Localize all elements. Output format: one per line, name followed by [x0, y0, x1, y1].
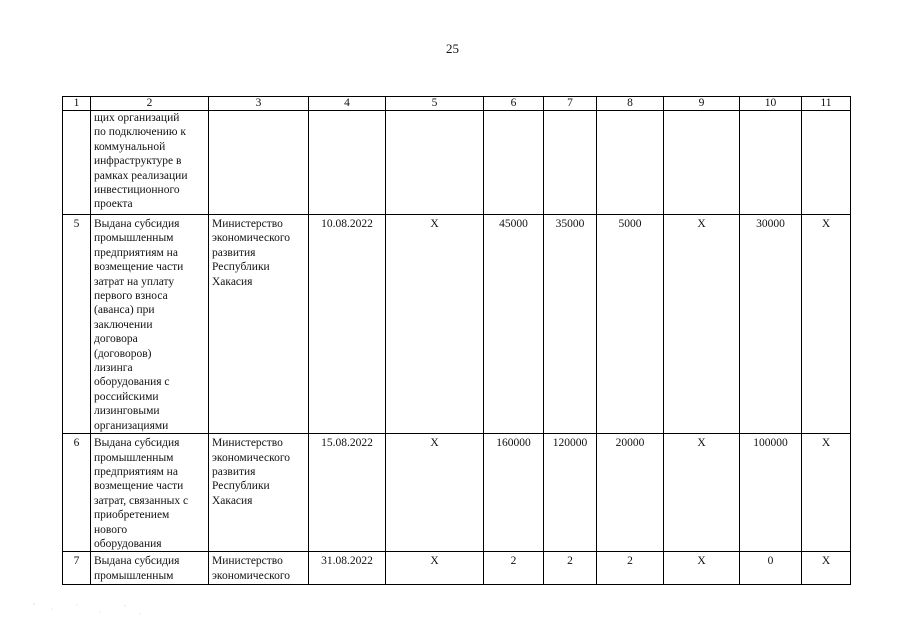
cell-col9: Х — [664, 215, 740, 434]
cell-col6: 2 — [484, 552, 544, 585]
cell-responsible — [209, 111, 309, 215]
cell-col10: 30000 — [740, 215, 802, 434]
cell-col5: Х — [386, 434, 484, 552]
table-row-continuation — [63, 111, 851, 215]
cell-responsible: Министерство экономического — [209, 552, 309, 585]
cell-col7: 35000 — [544, 215, 597, 434]
cell-index: 6 — [63, 434, 91, 552]
col-header-3: 3 — [209, 97, 309, 111]
col-header-8: 8 — [597, 97, 664, 111]
cell-date: 15.08.2022 — [309, 434, 386, 552]
scan-noise — [30, 600, 150, 620]
cell-col5: Х — [386, 552, 484, 585]
cell-col6: 160000 — [484, 434, 544, 552]
cell-col8 — [597, 111, 664, 215]
cell-col10: 0 — [740, 552, 802, 585]
cell-col11 — [802, 111, 851, 215]
col-header-7: 7 — [544, 97, 597, 111]
cell-col10 — [740, 111, 802, 215]
cell-col10: 100000 — [740, 434, 802, 552]
cell-col8: 5000 — [597, 215, 664, 434]
cell-index: 5 — [63, 215, 91, 434]
cell-col5 — [386, 111, 484, 215]
report-table — [62, 96, 851, 585]
table-row — [63, 434, 851, 552]
col-header-10: 10 — [740, 97, 802, 111]
cell-responsible: Министерство экономического развития Республики Хакасия — [209, 434, 309, 552]
cell-col6: 45000 — [484, 215, 544, 434]
table-row — [63, 552, 851, 585]
cell-date: 10.08.2022 — [309, 215, 386, 434]
col-header-6: 6 — [484, 97, 544, 111]
cell-col11: Х — [802, 215, 851, 434]
header-row — [63, 97, 851, 111]
cell-col9: Х — [664, 552, 740, 585]
cell-date — [309, 111, 386, 215]
cell-responsible: Министерство экономического развития Республики Хакасия — [209, 215, 309, 434]
cell-col9 — [664, 111, 740, 215]
cell-event-description: щих организаций по подключению к коммунальной инфраструктуре в рамках реализации инвестиционного проекта — [91, 111, 209, 215]
col-header-2: 2 — [91, 97, 209, 111]
cell-col7 — [544, 111, 597, 215]
cell-col7: 2 — [544, 552, 597, 585]
cell-col11: Х — [802, 434, 851, 552]
col-header-9: 9 — [664, 97, 740, 111]
col-header-5: 5 — [386, 97, 484, 111]
cell-date: 31.08.2022 — [309, 552, 386, 585]
cell-col7: 120000 — [544, 434, 597, 552]
cell-index: 7 — [63, 552, 91, 585]
cell-event-description: Выдана субсидия промышленным — [91, 552, 209, 585]
cell-col5: Х — [386, 215, 484, 434]
cell-col11: Х — [802, 552, 851, 585]
cell-col6 — [484, 111, 544, 215]
cell-index — [63, 111, 91, 215]
cell-col9: Х — [664, 434, 740, 552]
cell-col8: 20000 — [597, 434, 664, 552]
page-number: 25 — [446, 41, 459, 56]
cell-col8: 2 — [597, 552, 664, 585]
col-header-1: 1 — [63, 97, 91, 111]
table-row — [63, 215, 851, 434]
cell-event-description: Выдана субсидия промышленным предприятиям на возмещение части затрат на уплату первого взноса (аванса) при заключении договора (договоров) лизинга оборудования с российскими лизинговыми организациями — [91, 215, 209, 434]
cell-event-description: Выдана субсидия промышленным предприятиям на возмещение части затрат, связанных с приобретением нового оборудования — [91, 434, 209, 552]
col-header-4: 4 — [309, 97, 386, 111]
col-header-11: 11 — [802, 97, 851, 111]
